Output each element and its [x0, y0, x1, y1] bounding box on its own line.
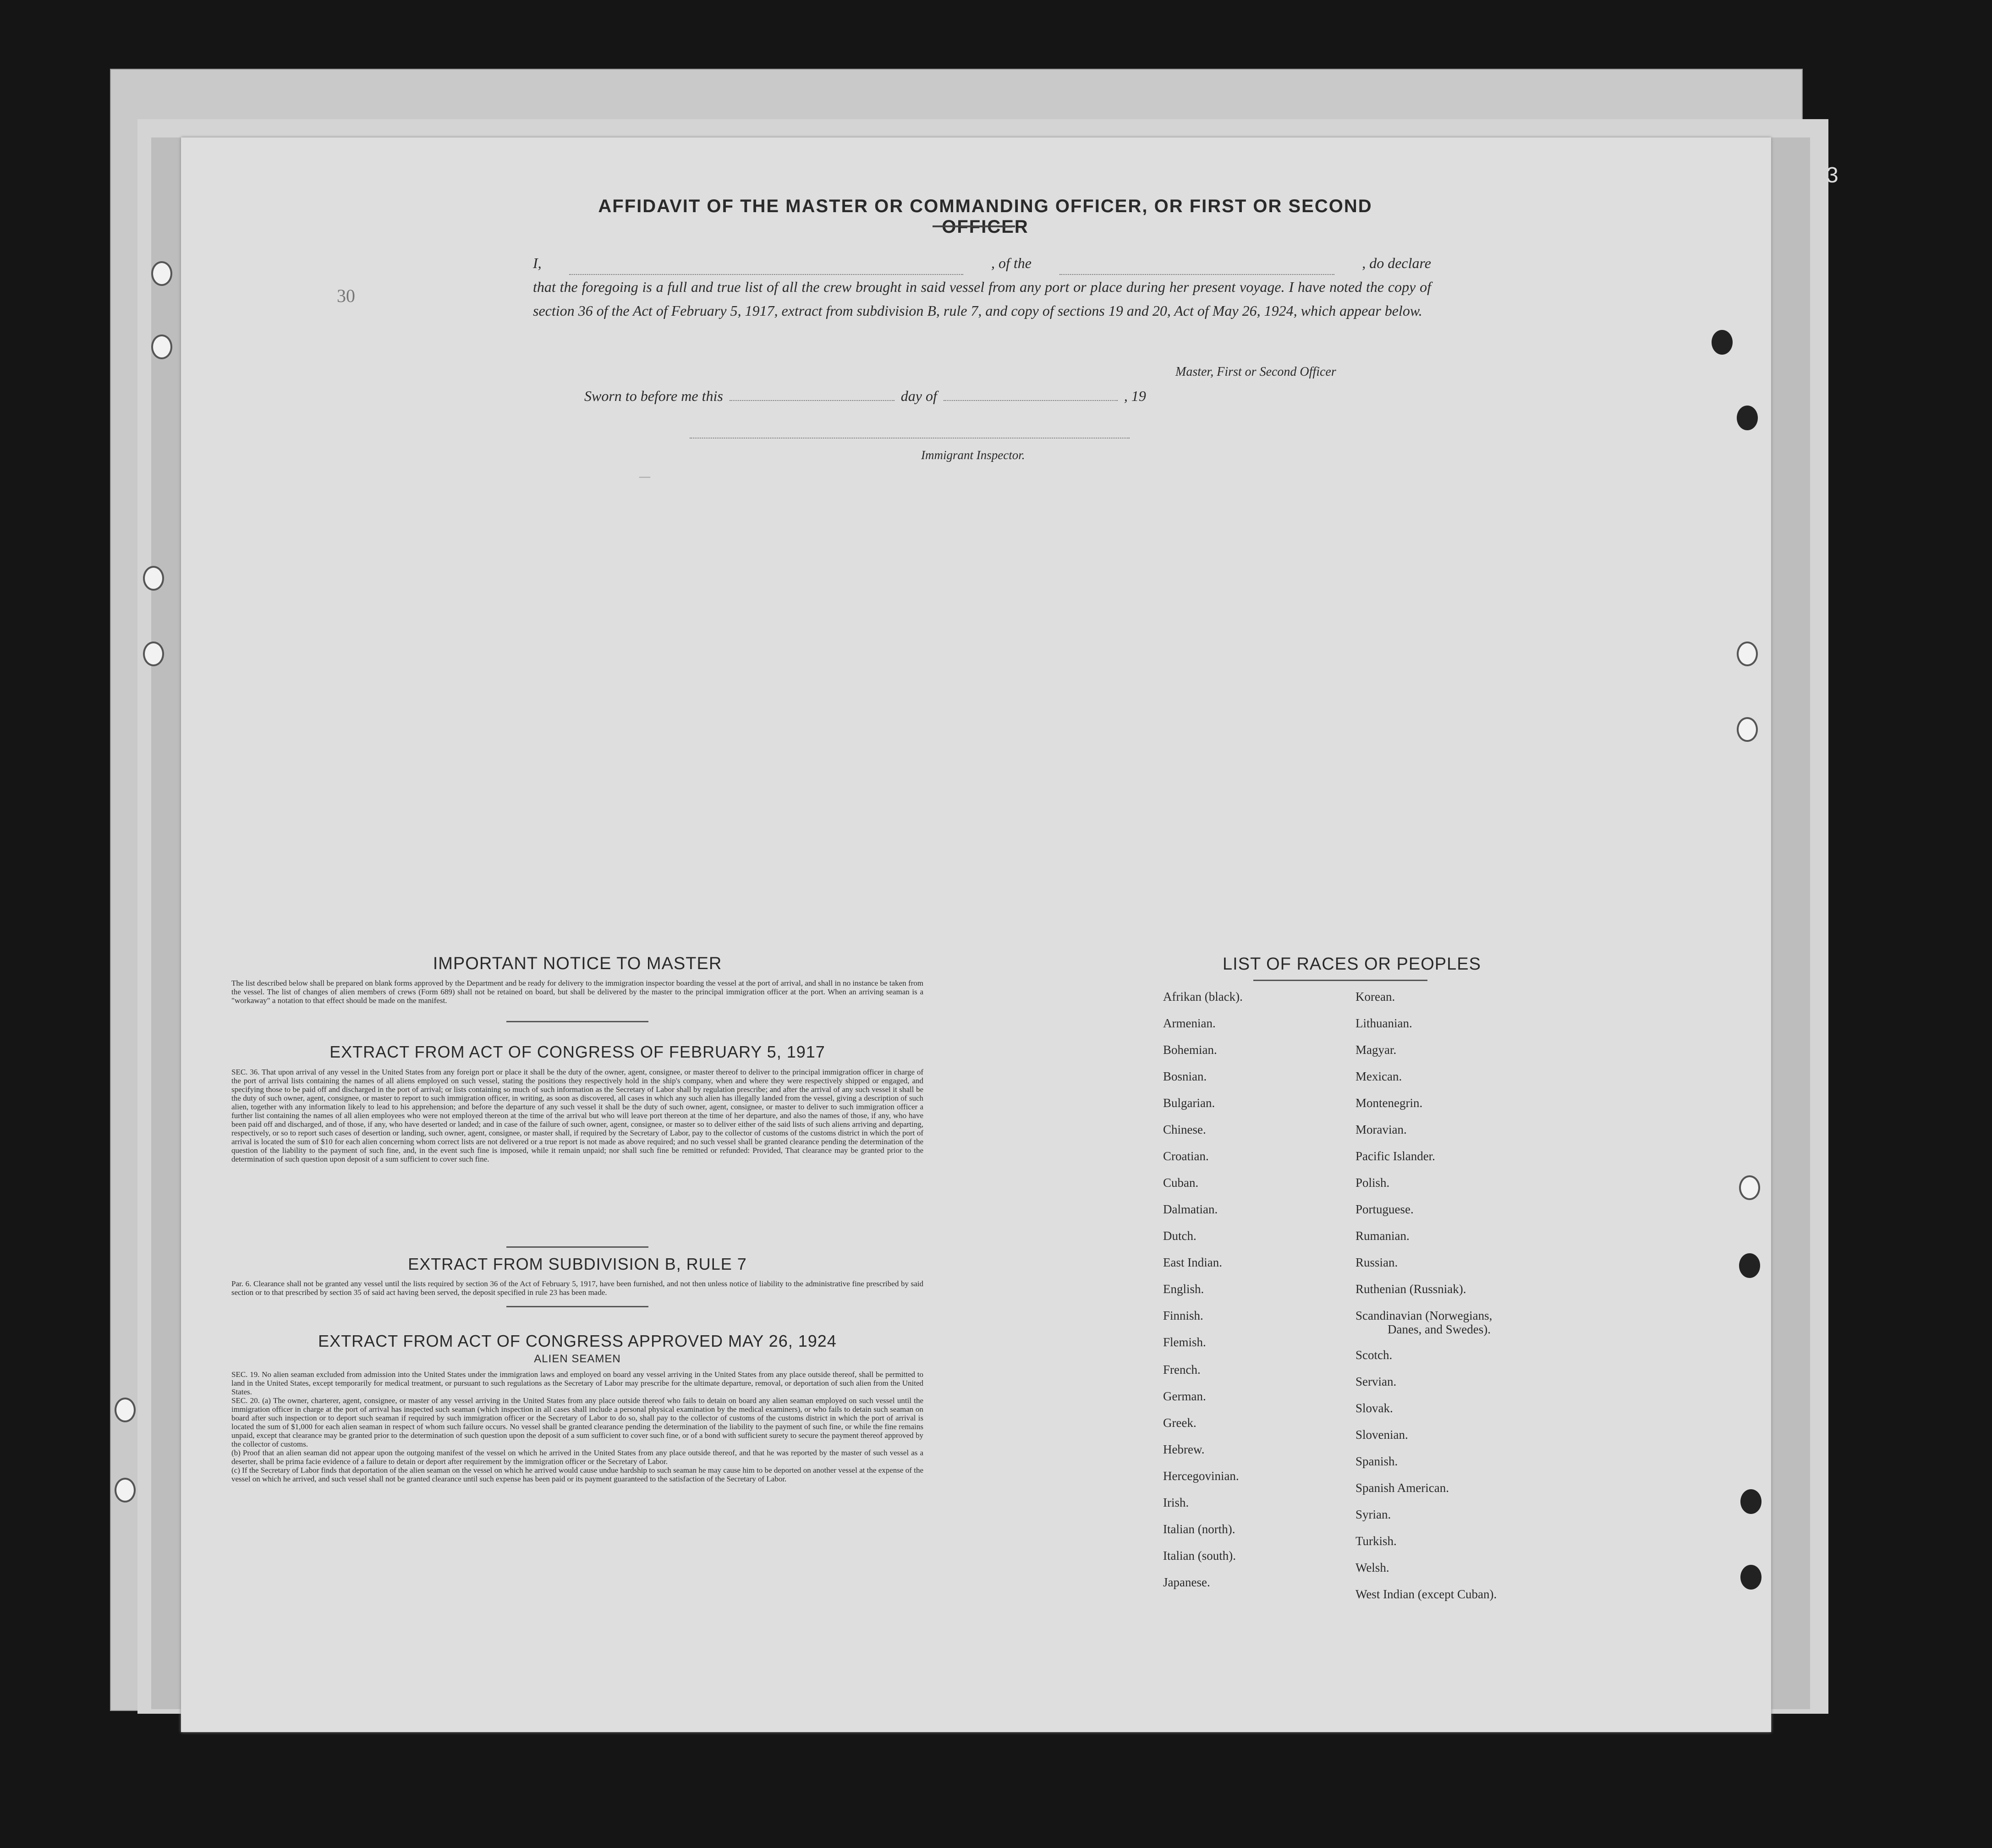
declaration-do-declare: , do declare: [1362, 255, 1431, 271]
race-item: Dalmatian.: [1163, 1202, 1218, 1216]
binder-hole: [1740, 1489, 1762, 1514]
sworn-month-line: [944, 400, 1118, 401]
races-column-2: [1355, 990, 1497, 1614]
binder-hole: [1712, 330, 1733, 355]
sworn-line: [584, 388, 1146, 405]
race-item: Bosnian.: [1163, 1069, 1207, 1083]
inspector-signature-line: [690, 438, 1130, 439]
separator: [506, 1246, 648, 1248]
bleed-through: —: [639, 467, 651, 488]
extract-rule7-title: EXTRACT FROM SUBDIVISION B, RULE 7: [408, 1255, 747, 1273]
race-item: Hebrew.: [1163, 1442, 1205, 1456]
race-item: Pacific Islander.: [1355, 1149, 1435, 1163]
race-item: Rumanian.: [1355, 1229, 1410, 1243]
race-item: Syrian.: [1355, 1508, 1391, 1521]
race-item: Danes, and Swedes).: [1388, 1322, 1491, 1336]
race-item: Welsh.: [1355, 1561, 1389, 1574]
binder-hole: [1739, 1253, 1760, 1278]
race-item: Moravian.: [1355, 1123, 1407, 1136]
sworn-day-line: [730, 400, 894, 401]
sec20a-text: SEC. 20. (a) The owner, charterer, agent, consignee, or master of any vessel arriving in the United States from any place outside thereof who fails to detain on board any alien seaman employed on such vessel until the immigration officer in charge at the port of arrival has inspected such seaman (which inspection in all cases shall include a personal physical examination by the medical examiners), or who fails to detain such seaman on board after such inspection or to deport such seaman if required by such immigration officer or the Secretary of Labor to do so, shall pay to the collector of customs of the customs district in which the port of arrival is located the sum of $1,000 for each alien seaman in respect of whom such failure occurs. No vessel shall be granted clearance pending the determination of the liability to the payment of such fine, or while the fine remains unpaid, except that clearance may be granted prior to the determination of such question upon the deposit of a sum sufficient to cover such fine, or of a bond with sufficient surety to secure the payment thereof approved by the collector of customs.: [231, 1396, 923, 1448]
separator: [506, 1306, 648, 1307]
race-item: Armenian.: [1163, 1016, 1216, 1030]
separator: [506, 1021, 648, 1022]
notice-text: The list described below shall be prepared on blank forms approved by the Department and be ready for delivery to the immigration inspector boarding the vessel at the port of arrival, and shall in no instance be taken from the vessel. The list of changes of alien members of crews (Form 689) shall not be retained on board, but shall be delivered by the master to the principal immigration officer at the port. When an arriving seaman is a "workaway" a notation to that effect should be made on the manifest.: [231, 979, 923, 1005]
race-item: Korean.: [1355, 990, 1395, 1004]
race-item: Montenegrin.: [1355, 1096, 1423, 1110]
declaration-body: that the foregoing is a full and true list of all the crew brought in said vessel from any port or place during her present voyage. I have noted the copy of section 36 of the Act of February 5, 1917, extract from subdivision B, rule 7, and copy of sections 19 and 20, Act of May 26, 1924, which appear below.: [533, 279, 1431, 319]
race-item: Cuban.: [1163, 1176, 1199, 1190]
sworn-day-of: day of: [900, 388, 937, 404]
affidavit-declaration: [533, 251, 1431, 323]
binder-hole: [151, 335, 172, 359]
binder-hole: [143, 566, 164, 591]
extract-1917-text: SEC. 36. That upon arrival of any vessel in the United States from any foreign port or place it shall be the duty of the owner, agent, consignee, or master thereof to deliver to the principal immigration officer in charge of the port of arrival lists containing the names of all aliens employed on such vessel, stating the positions they respectively hold in the ship's company, when and where they were respectively shipped or engaged, and specifying those to be paid off and discharged in the port of arrival; or lists containing so much of such information as the Secretary of Labor shall by regulation prescribe; and after the arrival of any such vessel it shall be the duty of such owner, agent, consignee, or master to report to such immigration officer, in writing, as soon as discovered, all cases in which any such alien has illegally landed from the vessel, giving a description of such alien, together with any information likely to lead to his apprehension; and before the departure of any such vessel it shall be the duty of such owner, agent, consignee, or master to deliver to such immigration officer a further list containing the names of all alien employees who were not employed thereon at the time of the arrival but who will leave port thereon at the time of her departure, and also the names of those, if any, who have been paid off and discharged, and of those, if any, who have deserted or landed; and in case of the failure of such owner, agent, consignee, or master so to deliver either of the said lists of such aliens arriving and departing, respectively, or so to report such cases of desertion or landing, such owner, agent, consignee, or master shall, if required by the Secretary of Labor, pay to the collector of customs of the customs district in which the port of arrival is located the sum of $10 for each alien concerning whom correct lists are not delivered or a true report is not made as above required; and no such vessel shall be granted clearance pending the determination of the question of the liability to the payment of such fine, and, in the event such fine is imposed, while it remain unpaid; nor shall such fine be remitted or refunded: Provided, That clearance may be granted prior to the determination of such question upon deposit of a sum sufficient to cover such fine.: [231, 1068, 923, 1163]
binder-hole: [1739, 1175, 1760, 1200]
race-item: Russian.: [1355, 1256, 1398, 1269]
binder-hole: [1740, 1565, 1762, 1590]
extract-1924-title: EXTRACT FROM ACT OF CONGRESS APPROVED MAY 26, 1924: [318, 1332, 837, 1350]
sworn-prefix: Sworn to before me this: [584, 388, 723, 404]
extract-1917-title: EXTRACT FROM ACT OF CONGRESS OF FEBRUARY 5, 1917: [329, 1042, 825, 1061]
notice-title: IMPORTANT NOTICE TO MASTER: [433, 954, 722, 973]
race-item: Polish.: [1355, 1176, 1390, 1190]
race-item: Bulgarian.: [1163, 1096, 1215, 1110]
race-item: Lithuanian.: [1355, 1016, 1412, 1030]
race-item: Italian (south).: [1163, 1549, 1236, 1563]
race-item: Spanish.: [1355, 1454, 1398, 1468]
sec19-text: SEC. 19. No alien seaman excluded from admission into the United States under the immigration laws and employed on board any vessel arriving in the United States from any place outside thereof, shall be permitted to land in the United States, except temporarily for medical treatment, or pursuant to such regulations as the Secretary of Labor may prescribe for the ultimate departure, removal, or deportation of such alien from the United States.: [231, 1370, 923, 1396]
race-item: Slovak.: [1355, 1401, 1393, 1415]
declaration-of-the: , of the: [991, 255, 1032, 271]
races-column-1: [1163, 990, 1243, 1602]
binder-hole: [1737, 406, 1758, 430]
race-item: Portuguese.: [1355, 1202, 1414, 1216]
race-item: West Indian (except Cuban).: [1355, 1587, 1497, 1601]
race-item: Italian (north).: [1163, 1522, 1235, 1536]
binder-hole: [1737, 642, 1758, 666]
race-item: East Indian.: [1163, 1256, 1222, 1269]
race-item: Greek.: [1163, 1416, 1196, 1430]
race-item: Magyar.: [1355, 1043, 1397, 1057]
extract-1924-body: [231, 1370, 923, 1483]
race-item: Servian.: [1355, 1375, 1397, 1388]
race-item: Flemish.: [1163, 1335, 1206, 1349]
race-item: Scotch.: [1355, 1348, 1393, 1362]
race-item: Bohemian.: [1163, 1043, 1217, 1057]
margin-mark: 30: [337, 285, 355, 306]
race-item: English.: [1163, 1282, 1204, 1296]
document-page: [181, 137, 1771, 1732]
race-item: Ruthenian (Russniak).: [1355, 1282, 1466, 1296]
inspector-label: Immigrant Inspector.: [921, 448, 1025, 462]
race-item: Scandinavian (Norwegians,: [1355, 1309, 1493, 1322]
binder-hole: [115, 1398, 136, 1422]
sworn-year: , 19: [1124, 388, 1146, 404]
binder-hole: [115, 1478, 136, 1503]
vessel-line: [1059, 251, 1334, 275]
signature-label: Master, First or Second Officer: [1175, 365, 1336, 379]
extract-1924-subtitle: ALIEN SEAMEN: [534, 1353, 621, 1365]
declaration-i: I,: [533, 255, 542, 271]
binder-hole: [1737, 717, 1758, 742]
sec20c-text: (c) If the Secretary of Labor finds that deportation of the alien seaman on the vessel on which he arrived would cause undue hardship to such seaman he may cause him to be deported on another vessel at the expense of the vessel on which he arrived, and such vessel shall not be granted clearance until such expense has been paid or its payment guaranteed to the satisfaction of the Secretary of Labor.: [231, 1466, 923, 1483]
race-item: Irish.: [1163, 1496, 1189, 1509]
race-item: Croatian.: [1163, 1149, 1209, 1163]
races-rule: [1253, 980, 1427, 981]
affidavit-title: AFFIDAVIT OF THE MASTER OR COMMANDING OFFICER, OR FIRST OR SECOND OFFICER: [598, 196, 1372, 237]
race-item: Chinese.: [1163, 1123, 1206, 1136]
binder-hole: [151, 261, 172, 286]
race-item: Slovenian.: [1355, 1428, 1408, 1442]
race-item: French.: [1163, 1363, 1201, 1376]
extract-rule7-text: Par. 6. Clearance shall not be granted any vessel until the lists required by section 36 of the Act of February 5, 1917, have been furnished, and not then unless notice of liability to the administrative fine prescribed by said section or to that prescribed by section 35 of said act having been served, the deposit specified in rule 23 has been made.: [231, 1279, 923, 1297]
race-item: Hercegovinian.: [1163, 1469, 1239, 1483]
sec20b-text: (b) Proof that an alien seaman did not appear upon the outgoing manifest of the vessel on which he arrived in the United States from any place outside thereof, and that he was reported by the master of such vessel as a deserter, shall be prima facie evidence of a failure to detain or deport after requirement by the immigration officer or the Secretary of Labor.: [231, 1448, 923, 1466]
race-item: Japanese.: [1163, 1575, 1210, 1589]
binder-hole: [143, 642, 164, 666]
name-line: [569, 251, 963, 275]
title-rule: [933, 225, 1015, 227]
race-item: Finnish.: [1163, 1309, 1203, 1322]
race-item: Dutch.: [1163, 1229, 1196, 1243]
races-title: LIST OF RACES OR PEOPLES: [1223, 954, 1481, 974]
page-number: 3: [1826, 163, 1838, 187]
race-item: Mexican.: [1355, 1069, 1402, 1083]
race-item: Turkish.: [1355, 1534, 1397, 1548]
race-item: Spanish American.: [1355, 1481, 1449, 1495]
race-item: German.: [1163, 1389, 1206, 1403]
race-item: Afrikan (black).: [1163, 990, 1243, 1004]
